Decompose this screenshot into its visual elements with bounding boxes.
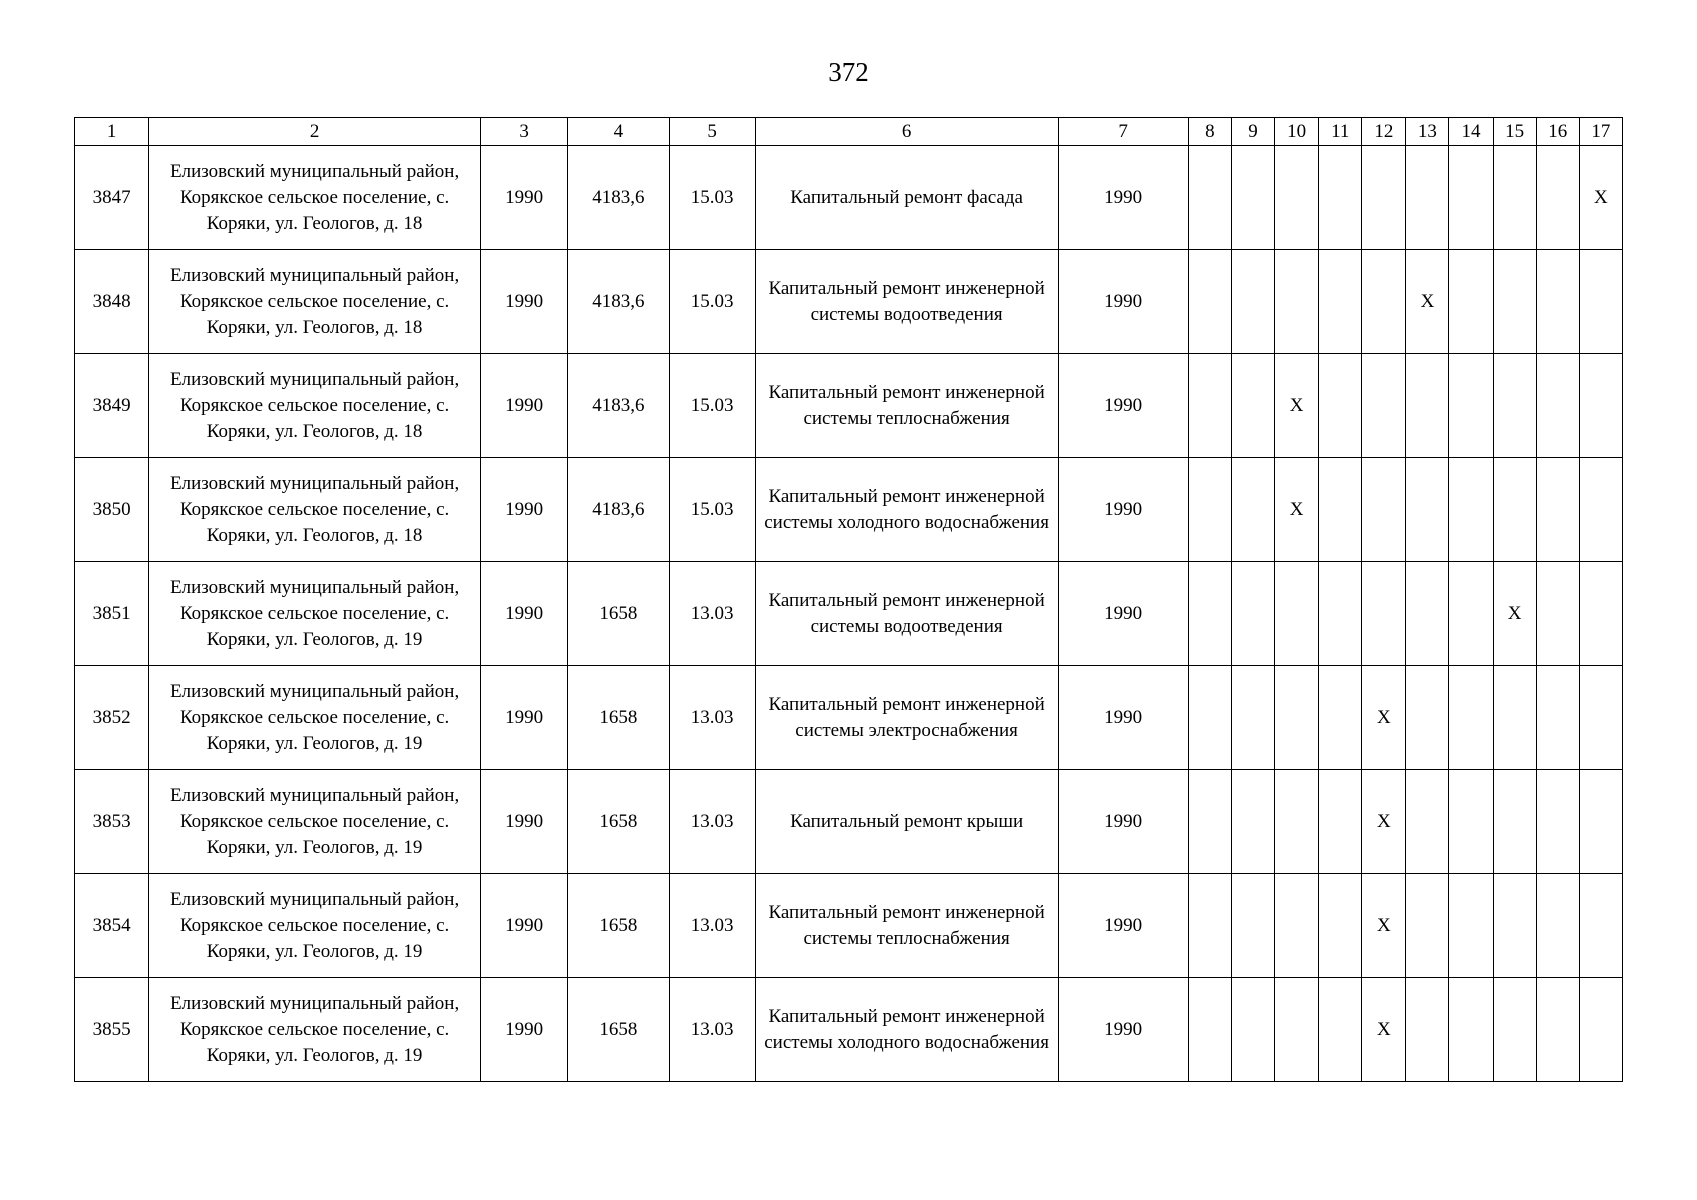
mark-cell [1449,978,1493,1082]
address-cell: Елизовский муниципальный район, Корякское сельское поселение, с. Коряки, ул. Геологов, д. 18 [149,354,481,458]
mark-cell [1275,562,1319,666]
address-cell: Елизовский муниципальный район, Корякское сельское поселение, с. Коряки, ул. Геологов, д. 19 [149,770,481,874]
mark-cell [1449,250,1493,354]
row-number-cell: 3855 [75,978,149,1082]
table-row [75,666,1623,770]
address-cell: Елизовский муниципальный район, Корякское сельское поселение, с. Коряки, ул. Геологов, д. 19 [149,562,481,666]
code-cell: 13.03 [669,978,755,1082]
column-header: 10 [1275,118,1319,146]
mark-cell: X [1362,978,1406,1082]
mark-cell [1188,458,1231,562]
work-type-cell: Капитальный ремонт инженерной системы теплоснабжения [755,874,1058,978]
row-number-cell: 3852 [75,666,149,770]
mark-cell [1579,978,1622,1082]
work-year-cell: 1990 [1058,354,1188,458]
mark-cell [1449,458,1493,562]
column-header: 13 [1406,118,1449,146]
build-year-cell: 1990 [481,562,568,666]
mark-cell [1579,666,1622,770]
mark-cell [1406,562,1449,666]
address-cell: Елизовский муниципальный район, Корякское сельское поселение, с. Коряки, ул. Геологов, д. 19 [149,666,481,770]
column-header: 8 [1188,118,1231,146]
mark-cell [1188,250,1231,354]
work-year-cell: 1990 [1058,874,1188,978]
mark-cell [1579,770,1622,874]
build-year-cell: 1990 [481,250,568,354]
mark-cell [1188,354,1231,458]
mark-cell [1231,874,1274,978]
code-cell: 13.03 [669,562,755,666]
mark-cell [1449,354,1493,458]
mark-cell [1493,874,1536,978]
mark-cell [1493,354,1536,458]
mark-cell [1536,250,1579,354]
address-cell: Елизовский муниципальный район, Корякское сельское поселение, с. Коряки, ул. Геологов, д. 18 [149,146,481,250]
area-cell: 4183,6 [568,458,669,562]
row-number-cell: 3849 [75,354,149,458]
code-cell: 15.03 [669,354,755,458]
mark-cell [1406,770,1449,874]
mark-cell [1406,354,1449,458]
address-cell: Елизовский муниципальный район, Корякское сельское поселение, с. Коряки, ул. Геологов, д. 18 [149,250,481,354]
address-cell: Елизовский муниципальный район, Корякское сельское поселение, с. Коряки, ул. Геологов, д. 18 [149,458,481,562]
mark-cell [1231,666,1274,770]
build-year-cell: 1990 [481,666,568,770]
address-cell: Елизовский муниципальный район, Корякское сельское поселение, с. Коряки, ул. Геологов, д. 19 [149,874,481,978]
code-cell: 15.03 [669,250,755,354]
mark-cell [1319,458,1362,562]
address-cell: Елизовский муниципальный район, Корякское сельское поселение, с. Коряки, ул. Геологов, д. 19 [149,978,481,1082]
mark-cell [1231,458,1274,562]
work-year-cell: 1990 [1058,250,1188,354]
work-type-cell: Капитальный ремонт инженерной системы электроснабжения [755,666,1058,770]
mark-cell [1275,978,1319,1082]
mark-cell [1319,250,1362,354]
work-year-cell: 1990 [1058,978,1188,1082]
work-type-cell: Капитальный ремонт крыши [755,770,1058,874]
work-type-cell: Капитальный ремонт инженерной системы теплоснабжения [755,354,1058,458]
column-header: 9 [1231,118,1274,146]
mark-cell [1319,770,1362,874]
mark-cell [1579,562,1622,666]
column-header: 17 [1579,118,1622,146]
mark-cell: X [1362,666,1406,770]
row-number-cell: 3853 [75,770,149,874]
mark-cell [1275,146,1319,250]
work-type-cell: Капитальный ремонт фасада [755,146,1058,250]
mark-cell [1406,666,1449,770]
mark-cell [1493,458,1536,562]
mark-cell [1188,978,1231,1082]
mark-cell [1319,146,1362,250]
code-cell: 13.03 [669,666,755,770]
area-cell: 1658 [568,874,669,978]
mark-cell [1231,562,1274,666]
page-number: 372 [828,57,869,87]
mark-cell [1536,874,1579,978]
column-header: 7 [1058,118,1188,146]
column-header: 5 [669,118,755,146]
mark-cell [1536,978,1579,1082]
area-cell: 1658 [568,978,669,1082]
column-header: 12 [1362,118,1406,146]
build-year-cell: 1990 [481,146,568,250]
area-cell: 4183,6 [568,354,669,458]
mark-cell [1406,874,1449,978]
mark-cell [1188,770,1231,874]
mark-cell [1231,770,1274,874]
code-cell: 15.03 [669,458,755,562]
code-cell: 13.03 [669,874,755,978]
mark-cell: X [1406,250,1449,354]
area-cell: 1658 [568,666,669,770]
mark-cell [1536,354,1579,458]
mark-cell [1188,146,1231,250]
table-row [75,458,1623,562]
mark-cell [1449,770,1493,874]
area-cell: 4183,6 [568,146,669,250]
mark-cell [1231,146,1274,250]
mark-cell [1493,770,1536,874]
mark-cell [1362,562,1406,666]
table-row [75,562,1623,666]
mark-cell [1449,146,1493,250]
mark-cell [1319,874,1362,978]
mark-cell [1275,666,1319,770]
mark-cell [1362,146,1406,250]
mark-cell [1449,666,1493,770]
table-row [75,770,1623,874]
mark-cell [1449,874,1493,978]
area-cell: 4183,6 [568,250,669,354]
row-number-cell: 3848 [75,250,149,354]
mark-cell [1362,250,1406,354]
mark-cell [1406,458,1449,562]
mark-cell [1188,666,1231,770]
mark-cell [1536,666,1579,770]
work-year-cell: 1990 [1058,562,1188,666]
build-year-cell: 1990 [481,978,568,1082]
mark-cell [1493,250,1536,354]
column-header: 4 [568,118,669,146]
column-header: 15 [1493,118,1536,146]
mark-cell [1536,562,1579,666]
mark-cell [1188,874,1231,978]
mark-cell [1449,562,1493,666]
work-year-cell: 1990 [1058,770,1188,874]
mark-cell [1579,250,1622,354]
mark-cell [1231,354,1274,458]
mark-cell [1188,562,1231,666]
column-header: 6 [755,118,1058,146]
mark-cell [1536,770,1579,874]
row-number-cell: 3851 [75,562,149,666]
work-type-cell: Капитальный ремонт инженерной системы холодного водоснабжения [755,458,1058,562]
mark-cell [1231,978,1274,1082]
mark-cell [1319,978,1362,1082]
mark-cell [1319,354,1362,458]
table-row [75,250,1623,354]
mark-cell [1319,666,1362,770]
mark-cell: X [1275,354,1319,458]
area-cell: 1658 [568,770,669,874]
mark-cell [1579,874,1622,978]
column-header: 11 [1319,118,1362,146]
work-type-cell: Капитальный ремонт инженерной системы водоотведения [755,250,1058,354]
work-year-cell: 1990 [1058,666,1188,770]
build-year-cell: 1990 [481,770,568,874]
mark-cell: X [1362,874,1406,978]
mark-cell [1536,146,1579,250]
column-header: 14 [1449,118,1493,146]
work-year-cell: 1990 [1058,146,1188,250]
build-year-cell: 1990 [481,874,568,978]
column-header: 2 [149,118,481,146]
works-table [74,117,1623,1082]
mark-cell: X [1493,562,1536,666]
column-number-row [75,118,1623,146]
mark-cell [1579,458,1622,562]
row-number-cell: 3850 [75,458,149,562]
code-cell: 15.03 [669,146,755,250]
mark-cell [1362,354,1406,458]
area-cell: 1658 [568,562,669,666]
code-cell: 13.03 [669,770,755,874]
mark-cell [1275,250,1319,354]
mark-cell: X [1362,770,1406,874]
mark-cell [1406,146,1449,250]
mark-cell [1406,978,1449,1082]
mark-cell [1231,250,1274,354]
row-number-cell: 3854 [75,874,149,978]
build-year-cell: 1990 [481,458,568,562]
column-header: 1 [75,118,149,146]
mark-cell [1362,458,1406,562]
mark-cell [1275,874,1319,978]
mark-cell [1493,146,1536,250]
mark-cell: X [1275,458,1319,562]
column-header: 16 [1536,118,1579,146]
table-row [75,146,1623,250]
mark-cell: X [1579,146,1622,250]
mark-cell [1579,354,1622,458]
mark-cell [1493,978,1536,1082]
table-row [75,978,1623,1082]
table-row [75,874,1623,978]
work-type-cell: Капитальный ремонт инженерной системы холодного водоснабжения [755,978,1058,1082]
work-type-cell: Капитальный ремонт инженерной системы водоотведения [755,562,1058,666]
build-year-cell: 1990 [481,354,568,458]
mark-cell [1319,562,1362,666]
table-row [75,354,1623,458]
work-year-cell: 1990 [1058,458,1188,562]
mark-cell [1493,666,1536,770]
mark-cell [1275,770,1319,874]
row-number-cell: 3847 [75,146,149,250]
column-header: 3 [481,118,568,146]
mark-cell [1536,458,1579,562]
